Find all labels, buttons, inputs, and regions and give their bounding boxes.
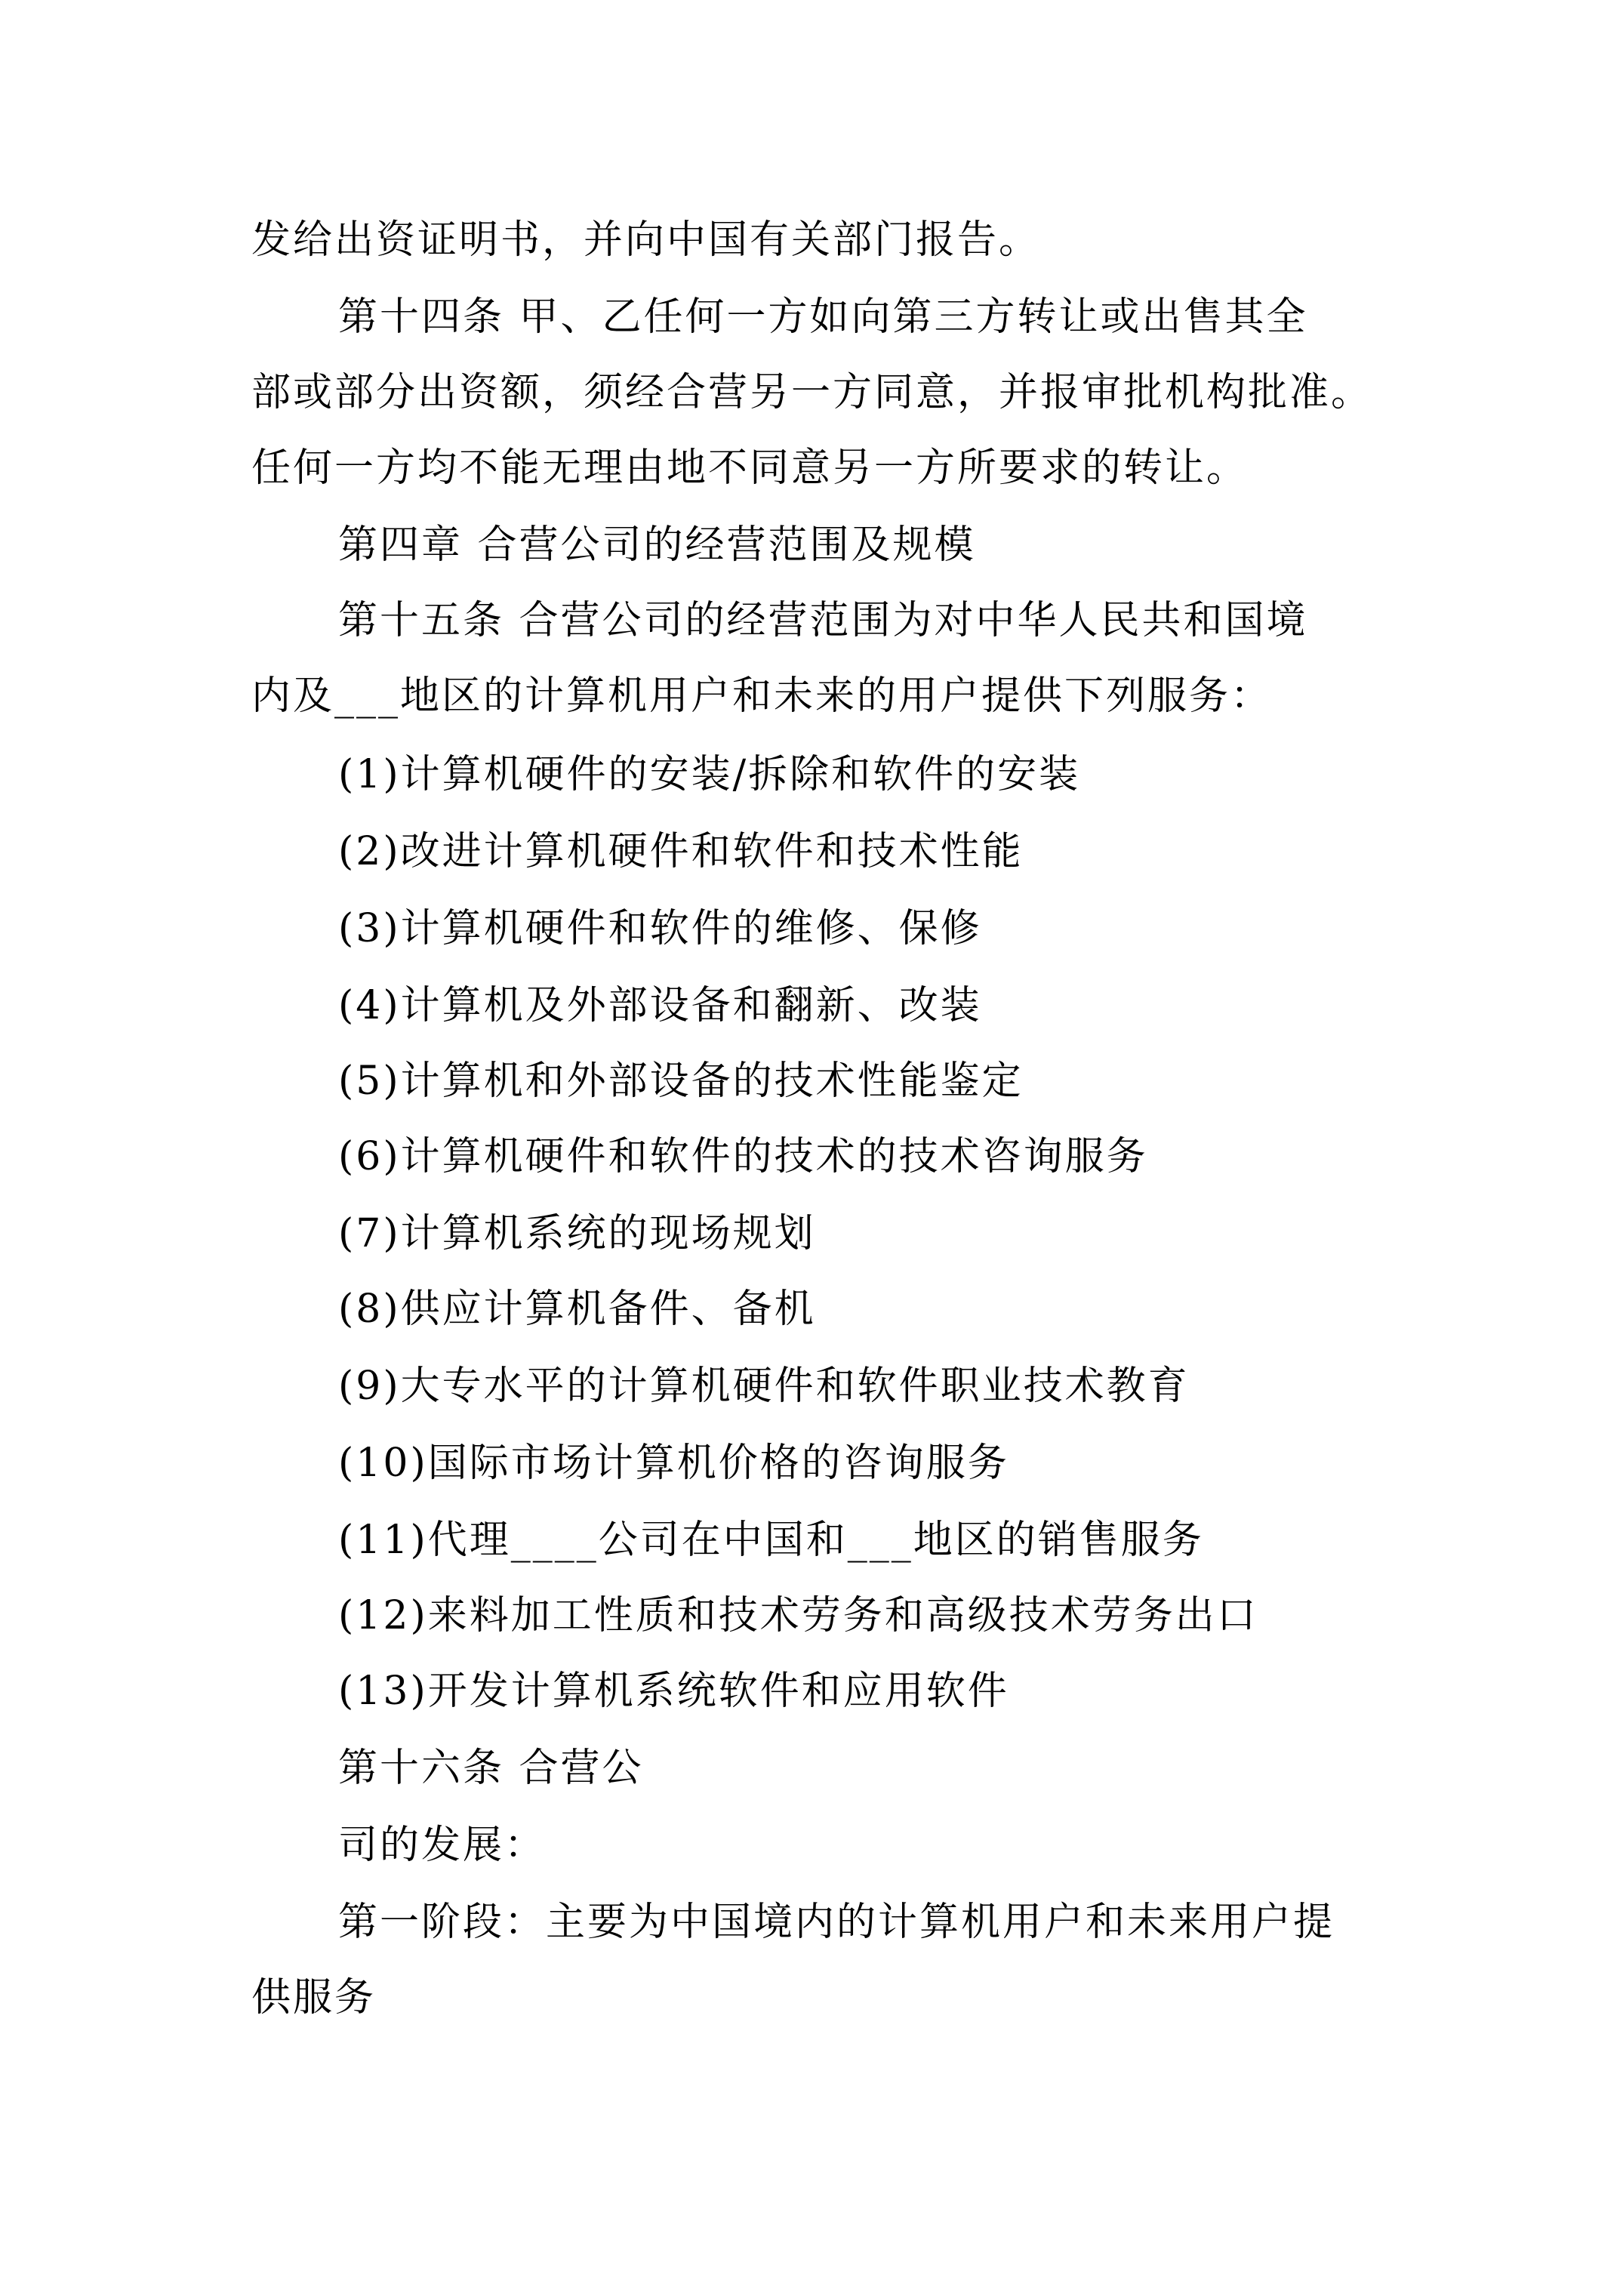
list-item: (1)计算机硬件的安装/拆除和软件的安装 [338,752,1081,797]
article-16-heading: 第十六条 合营公 [338,1746,644,1791]
list-item: (4)计算机及外部设备和翻新、改装 [338,983,982,1028]
list-item: (6)计算机硬件和软件的技术的技术咨询服务 [338,1134,1148,1179]
text-line: 部或部分出资额，须经合营另一方同意，并报审批机构批准。 [251,370,1373,415]
text-line: 司的发展： [338,1823,547,1868]
text-line: 任何一方均不能无理由地不同意另一方所要求的转让。 [251,445,1249,491]
list-item: (9)大专水平的计算机硬件和软件职业技术教育 [338,1364,1190,1409]
list-item: (12)来料加工性质和技术劳务和高级技术劳务出口 [338,1593,1258,1638]
list-item: (2)改进计算机硬件和软件和技术性能 [338,829,1024,874]
list-item: (13)开发计算机系统软件和应用软件 [338,1669,1009,1714]
text-line: 内及___地区的计算机用户和未来的用户提供下列服务： [251,673,1273,719]
text-line: 第一阶段：主要为中国境内的计算机用户和未来用户提 [338,1900,1335,1945]
list-item: (7)计算机系统的现场规划 [338,1211,816,1256]
list-item: (11)代理____公司在中国和___地区的销售服务 [338,1518,1204,1563]
list-item: (5)计算机和外部设备的技术性能鉴定 [338,1059,1024,1104]
article-14-heading: 第十四条 甲、乙任何一方如向第三方转让或出售其全 [338,294,1308,340]
list-item: (10)国际市场计算机价格的咨询服务 [338,1441,1009,1486]
text-line: 供服务 [251,1975,377,2020]
list-item: (8)供应计算机备件、备机 [338,1287,816,1332]
text-line: 发给出资证明书，并向中国有关部门报告。 [251,217,1041,263]
article-15-heading: 第十五条 合营公司的经营范围为对中华人民共和国境 [338,598,1308,643]
list-item: (3)计算机硬件和软件的维修、保修 [338,906,982,951]
chapter-4-heading: 第四章 合营公司的经营范围及规模 [338,522,976,568]
